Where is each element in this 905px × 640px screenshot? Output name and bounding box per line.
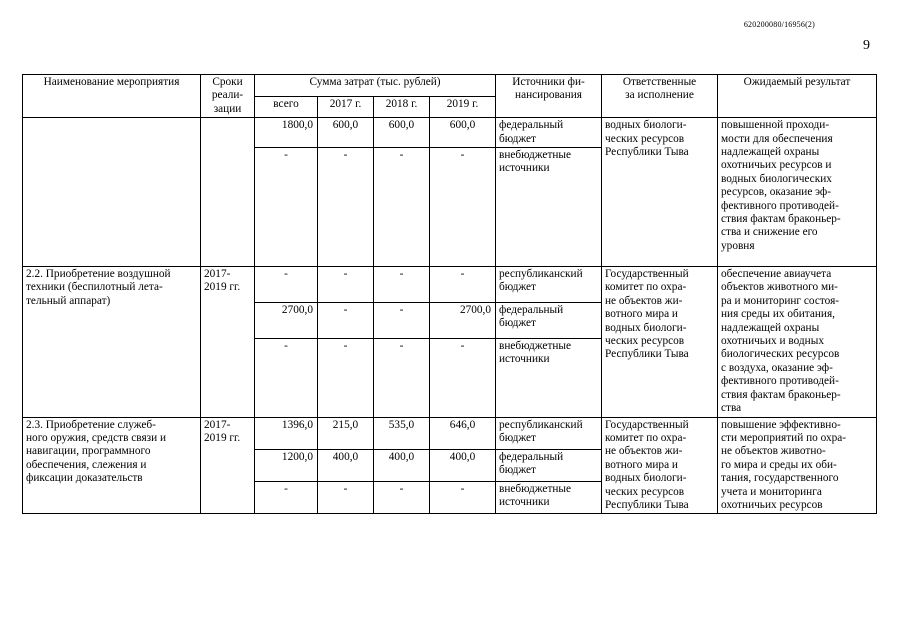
activity-name-cell: 2.3. Приобретение служеб- ного оружия, средств связи и навигации, программного обеспечения, слежения и фиксации доказательств <box>23 417 201 514</box>
activities-table <box>22 74 877 514</box>
y2017-cell: 600,0 <box>318 118 374 148</box>
source-cell: федеральный бюджет <box>496 118 602 148</box>
source-cell: внебюджетные источники <box>496 148 602 267</box>
total-cell: - <box>255 482 318 514</box>
document-id: 620200080/16956(2) <box>743 20 815 29</box>
y2018-cell: - <box>374 338 430 417</box>
y2019-cell: - <box>430 148 496 267</box>
header-sources: Источники фи- нансирования <box>496 75 602 118</box>
header-period: Сроки реали- зации <box>201 75 255 118</box>
table-row <box>23 118 877 148</box>
result-cell: повышенной проходи- мости для обеспечения надлежащей охраны охотничьих ресурсов и водных биологических ресурсов, оказание эф- фективного противодей- ствия фактам браконьер- ства и снижение его уровня <box>718 118 877 267</box>
total-cell: 1396,0 <box>255 417 318 449</box>
y2019-cell: 646,0 <box>430 417 496 449</box>
total-cell: - <box>255 338 318 417</box>
y2017-cell: - <box>318 267 374 303</box>
table-row <box>23 267 877 303</box>
header-name: Наименование мероприятия <box>23 75 201 118</box>
y2019-cell: 2700,0 <box>430 302 496 338</box>
responsible-cell: водных биологи- ческих ресурсов Республики Тыва <box>602 118 718 267</box>
table-row <box>23 417 877 449</box>
source-cell: внебюджетные источники <box>496 338 602 417</box>
y2018-cell: 400,0 <box>374 449 430 481</box>
source-cell: внебюджетные источники <box>496 482 602 514</box>
total-cell: - <box>255 148 318 267</box>
source-cell: федеральный бюджет <box>496 302 602 338</box>
y2017-cell: - <box>318 482 374 514</box>
y2019-cell: 600,0 <box>430 118 496 148</box>
period-cell <box>201 118 255 267</box>
result-cell: повышение эффективно- сти мероприятий по охра- не объектов животно- го мира и среды их оби- тания, государственного учета и мониторинга охотничьих ресурсов <box>718 417 877 514</box>
y2017-cell: 215,0 <box>318 417 374 449</box>
responsible-cell: Государственный комитет по охра- не объектов жи- вотного мира и водных биологи- ческих ресурсов Республики Тыва <box>602 417 718 514</box>
header-2018: 2018 г. <box>374 96 430 118</box>
total-cell: 1200,0 <box>255 449 318 481</box>
period-cell: 2017- 2019 гг. <box>201 417 255 514</box>
y2018-cell: - <box>374 482 430 514</box>
y2019-cell: - <box>430 267 496 303</box>
y2018-cell: - <box>374 148 430 267</box>
y2018-cell: 600,0 <box>374 118 430 148</box>
activity-name-cell <box>23 118 201 267</box>
header-row <box>23 75 877 97</box>
header-responsible: Ответственные за исполнение <box>602 75 718 118</box>
y2017-cell: - <box>318 148 374 267</box>
total-cell: - <box>255 267 318 303</box>
y2018-cell: 535,0 <box>374 417 430 449</box>
header-result: Ожидаемый результат <box>718 75 877 118</box>
total-cell: 2700,0 <box>255 302 318 338</box>
y2017-cell: - <box>318 302 374 338</box>
y2019-cell: 400,0 <box>430 449 496 481</box>
result-cell: обеспечение авиаучета объектов животного ми- ра и мониторинг состоя- ния среды их обитания, надлежащей охраны охотничьих и водных биологических ресурсов с воздуха, оказание эф- фективного противодей- ствия фактам браконьер- ства <box>718 267 877 417</box>
header-cost-group: Сумма затрат (тыс. рублей) <box>255 75 496 97</box>
source-cell: федеральный бюджет <box>496 449 602 481</box>
page-number: 9 <box>863 38 870 53</box>
responsible-cell: Государственный комитет по охра- не объектов жи- вотного мира и водных биологи- ческих ресурсов Республики Тыва <box>602 267 718 417</box>
header-2017: 2017 г. <box>318 96 374 118</box>
y2018-cell: - <box>374 302 430 338</box>
y2017-cell: - <box>318 338 374 417</box>
header-2019: 2019 г. <box>430 96 496 118</box>
y2017-cell: 400,0 <box>318 449 374 481</box>
activity-name-cell: 2.2. Приобретение воздушной техники (беспилотный лета- тельный аппарат) <box>23 267 201 417</box>
y2019-cell: - <box>430 482 496 514</box>
total-cell: 1800,0 <box>255 118 318 148</box>
header-total: всего <box>255 96 318 118</box>
period-cell: 2017- 2019 гг. <box>201 267 255 417</box>
source-cell: республиканский бюджет <box>496 267 602 303</box>
y2018-cell: - <box>374 267 430 303</box>
y2019-cell: - <box>430 338 496 417</box>
source-cell: республиканский бюджет <box>496 417 602 449</box>
